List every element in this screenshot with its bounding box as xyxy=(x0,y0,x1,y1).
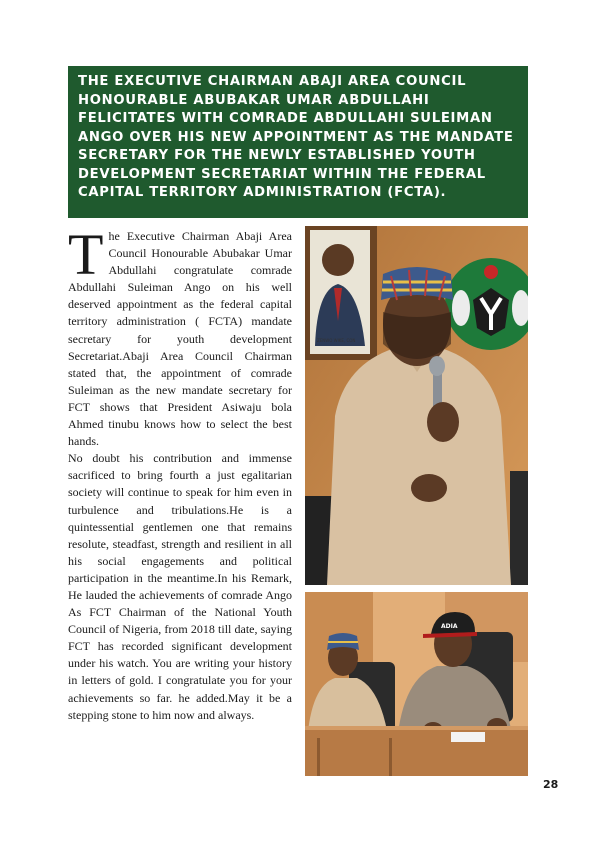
headline-text: THE EXECUTIVE CHAIRMAN ABAJI AREA COUNCIL HONOURABLE ABUBAKAR UMAR ABDULLAHI FELICITATES WITH COMRADE ABDULLAHI SULEIMAN ANGO OVER HIS NEW APPOINTMENT AS THE MANDATE SECRETARY FOR THE NEWLY ESTABLISHED YOUTH DEVELOPMENT SECRETARIAT WITHIN THE FEDERAL CAPITAL TERRITORY ADMINISTRATION (FCTA). xyxy=(78,74,514,200)
headline-banner xyxy=(68,66,528,218)
page-number: 28 xyxy=(543,778,559,791)
drop-cap: T xyxy=(68,222,104,287)
portrait-caption: ZENWO WIKE, CON xyxy=(317,338,356,343)
article-paragraph-2: No doubt his contribution and immense sacrificed to bring fourth a just egalitarian society will continue to speak for him even in turbulence and tribulations.He is a quintessential gentlemen one that remains resolute, steadfast, strength and resilient in all his social engagements and political participation in the meantime.In his Remark, He lauded the achievements of comrade Ango As FCT Chairman of the National Youth Council of Nigeria, from 2018 till date, saying FCT has recorded significant development under his watch. You are writing your history in letters of gold. I congratulate you for your achievements so far. he added.May it be a stepping stone to him now and always. xyxy=(68,451,292,722)
cap-text: ADIA xyxy=(441,623,458,630)
photo-meeting xyxy=(305,592,528,776)
photo-speaker xyxy=(305,226,528,585)
article-paragraph-1: he Executive Chairman Abaji Area Council Honourable Abubakar Umar Abdullahi congratulate comrade Abdullahi Suleiman Ango on his well deserved appointment as the federal capital territory administration ( FCTA) mandate secretary for youth development Secretariat.Abaji Area Council Chairman stated that, the appointment of comrade Suleiman as the new mandate secretary for FCT shows that President Asiwaju bola Ahmed tinubu knows how to select the best hands. xyxy=(68,229,292,449)
framed-portrait xyxy=(305,226,377,360)
article-body xyxy=(68,222,292,724)
